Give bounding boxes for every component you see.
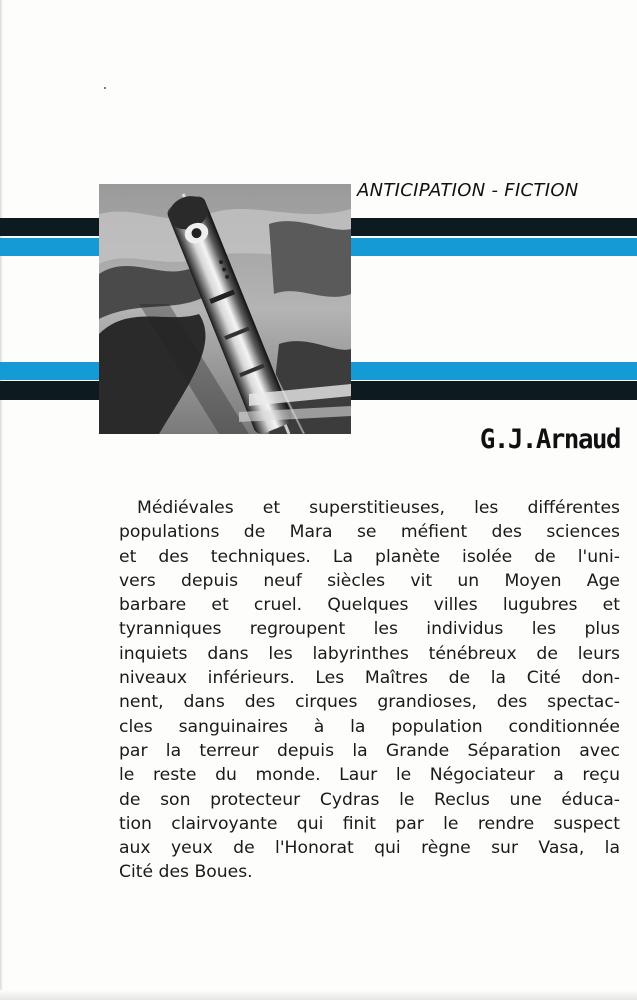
blurb-line: vers depuis neuf siècles vit un Moyen Age — [119, 570, 620, 591]
blurb-line: cles sanguinaires à la population conditionnée — [119, 716, 620, 737]
blurb-line: tion clairvoyante qui finit par le rendre suspect — [119, 813, 620, 834]
blurb-line: barbare et cruel. Quelques villes lugubres et — [119, 595, 620, 616]
cover-illustration — [99, 184, 351, 434]
blurb-line: le reste du monde. Laur le Négociateur a reçu — [119, 765, 620, 786]
blurb-line: aux yeux de l'Honorat qui règne sur Vasa, la — [119, 838, 620, 859]
sci-fi-illustration-icon — [99, 184, 351, 434]
blurb-line: Cité des Boues. — [119, 862, 253, 883]
blurb-text — [119, 496, 620, 885]
page-edge — [0, 0, 3, 1000]
blurb-line: niveaux inférieurs. Les Maîtres de la Cité don- — [119, 668, 620, 689]
blurb-line: Médiévales et superstitieuses, les différentes — [137, 498, 620, 518]
series-label: ANTICIPATION - FICTION — [357, 180, 579, 201]
blurb-line: tyranniques regroupent les individus les plus — [119, 619, 620, 640]
blurb-line: de son protecteur Cydras le Reclus une éduca- — [119, 789, 620, 810]
author-name: G.J.Arnaud — [479, 424, 620, 455]
blurb-line: par la terreur depuis la Grande Séparation avec — [119, 740, 620, 761]
blurb-line: inquiets dans les labyrinthes ténébreux de leurs — [119, 643, 620, 664]
blurb-line: nent, dans des cirques grandioses, des spectac- — [119, 692, 620, 713]
blurb-line: et des techniques. La planète isolée de l'uni- — [119, 546, 620, 567]
page-edge-bottom — [0, 990, 637, 1000]
blurb-line: populations de Mara se méfient des sciences — [119, 522, 620, 543]
paper-speck — [104, 87, 106, 89]
